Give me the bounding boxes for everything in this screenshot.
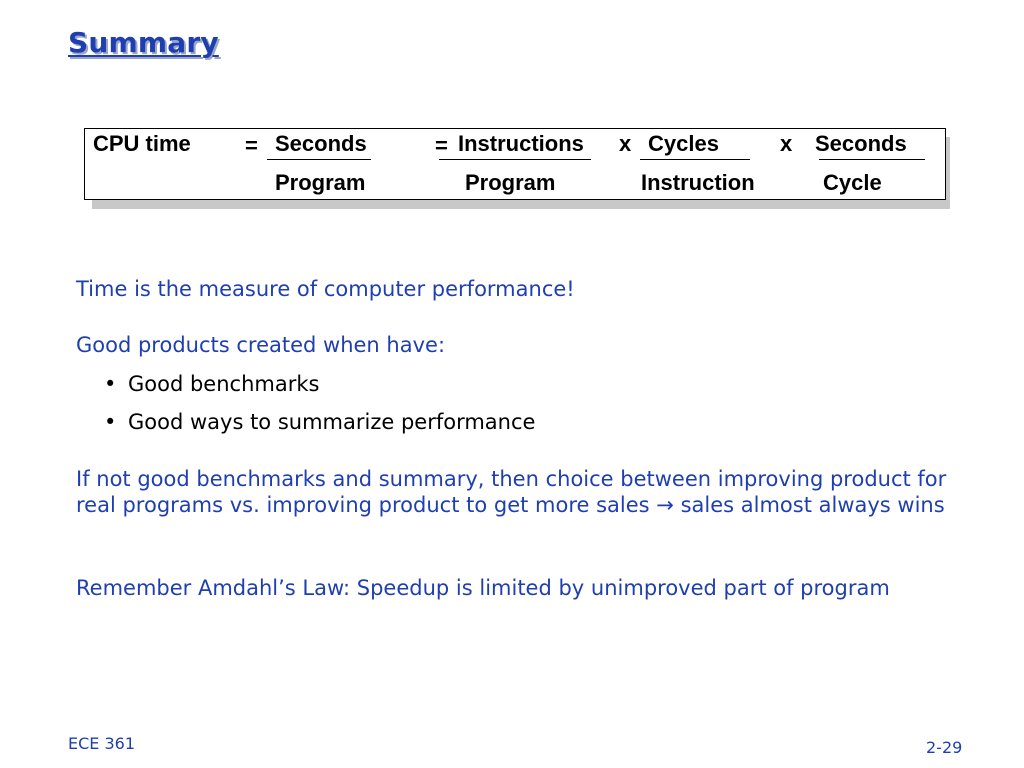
bullet-text-2: Good ways to summarize performance: [128, 410, 536, 434]
body-paragraph-3-part2: sales almost always wins: [680, 493, 945, 517]
formula-frac4-numerator: Seconds: [815, 131, 907, 156]
formula-frac4-denominator: Cycle: [823, 170, 882, 195]
body-line-4: Remember Amdahl’s Law: Speedup is limited by unimproved part of program: [76, 576, 890, 600]
body-paragraph-3-part1: If not good benchmarks and summary, then choice between improving product for real programs vs. improving product to get more sales: [76, 467, 947, 517]
bullet-text-1: Good benchmarks: [128, 372, 320, 396]
bullet-item-2: [104, 409, 535, 435]
slide-title: Summary: [68, 26, 219, 59]
bullet-dot-icon: •: [104, 410, 117, 434]
formula-frac2-numerator: Instructions: [458, 131, 584, 156]
formula-frac1-bar: [267, 159, 371, 160]
formula-frac3-numerator: Cycles: [648, 131, 719, 156]
formula-frac2-denominator: Program: [465, 170, 556, 195]
footer-course: ECE 361: [68, 734, 136, 753]
formula-frac1-denominator: Program: [275, 170, 366, 195]
formula-frac3-bar: [640, 159, 750, 160]
footer-page-number: 2-29: [926, 738, 963, 757]
formula-equals-2: =: [435, 133, 448, 158]
bullet-dot-icon: •: [104, 372, 117, 396]
formula-frac3-denominator: Instruction: [641, 170, 755, 195]
body-paragraph-3: [76, 466, 991, 518]
arrow-right-icon: →: [656, 493, 674, 517]
formula-times-2: x: [780, 131, 793, 156]
formula-box: [84, 128, 946, 200]
formula-equals-1: =: [245, 133, 258, 158]
formula-frac1-numerator: Seconds: [275, 131, 367, 156]
formula-lhs: CPU time: [93, 131, 191, 156]
body-line-1: Time is the measure of computer performance!: [76, 277, 575, 301]
formula-frac2-bar: [439, 159, 591, 160]
bullet-item-1: [104, 371, 319, 397]
formula-times-1: x: [619, 131, 632, 156]
body-line-2: Good products created when have:: [76, 333, 446, 357]
formula-frac4-bar: [819, 159, 925, 160]
